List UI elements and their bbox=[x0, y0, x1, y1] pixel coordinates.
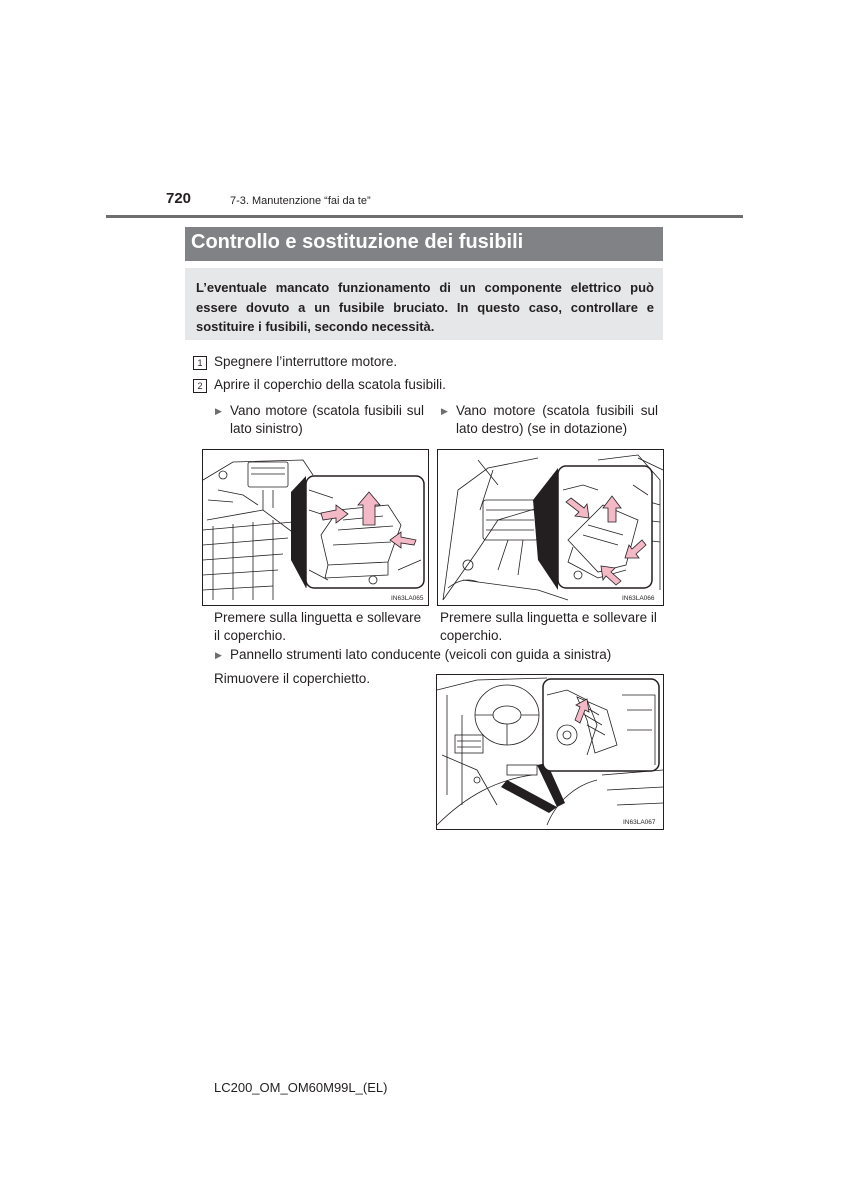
step-number-2: 2 bbox=[193, 379, 207, 393]
engine-left-fusebox-illustration bbox=[202, 449, 429, 606]
engine-right-fusebox-illustration bbox=[437, 449, 664, 606]
section-title-bar bbox=[185, 227, 663, 261]
intro-text: L’eventuale mancato funzionamento di un componente elettrico può essere dovuto a un fusibile bruciato. In questo caso, controllare e sostituire i fusibili, secondo necessità. bbox=[196, 280, 654, 334]
left-location-heading: Vano motore (scatola fusibili sul lato sinistro) bbox=[230, 403, 424, 436]
bullet-triangle-icon: ▶ bbox=[215, 406, 222, 416]
page-number: 720 bbox=[166, 190, 192, 207]
right-location-heading: Vano motore (scatola fusibili sul lato destro) (se in dotazione) bbox=[456, 403, 658, 436]
left-figure-caption: Premere sulla linguetta e sollevare il coperchio. bbox=[214, 610, 422, 643]
section-reference: 7-3. Manutenzione “fai da te” bbox=[230, 195, 371, 207]
panel-figure-caption: Rimuovere il coperchietto. bbox=[214, 671, 371, 686]
panel-location-heading: Pannello strumenti lato conducente (veicoli con guida a sinistra) bbox=[230, 647, 612, 662]
instrument-panel-fusebox-illustration bbox=[436, 674, 664, 830]
figure-code: IN63LA067 bbox=[623, 819, 656, 826]
page-title: Controllo e sostituzione dei fusibili bbox=[191, 231, 524, 253]
right-figure-caption: Premere sulla linguetta e sollevare il coperchio. bbox=[440, 610, 657, 643]
intro-box bbox=[185, 268, 663, 340]
step-text-2: Aprire il coperchio della scatola fusibili. bbox=[214, 377, 446, 392]
header-rule bbox=[106, 215, 743, 218]
bullet-triangle-icon: ▶ bbox=[215, 650, 222, 660]
footer-document-code: LC200_OM_OM60M99L_(EL) bbox=[214, 1080, 388, 1095]
step-number-1: 1 bbox=[193, 356, 207, 370]
step-text-1: Spegnere l’interruttore motore. bbox=[214, 354, 398, 369]
bullet-triangle-icon: ▶ bbox=[441, 406, 448, 416]
figure-code: IN63LA066 bbox=[622, 595, 655, 602]
figure-code: IN63LA065 bbox=[391, 595, 424, 602]
